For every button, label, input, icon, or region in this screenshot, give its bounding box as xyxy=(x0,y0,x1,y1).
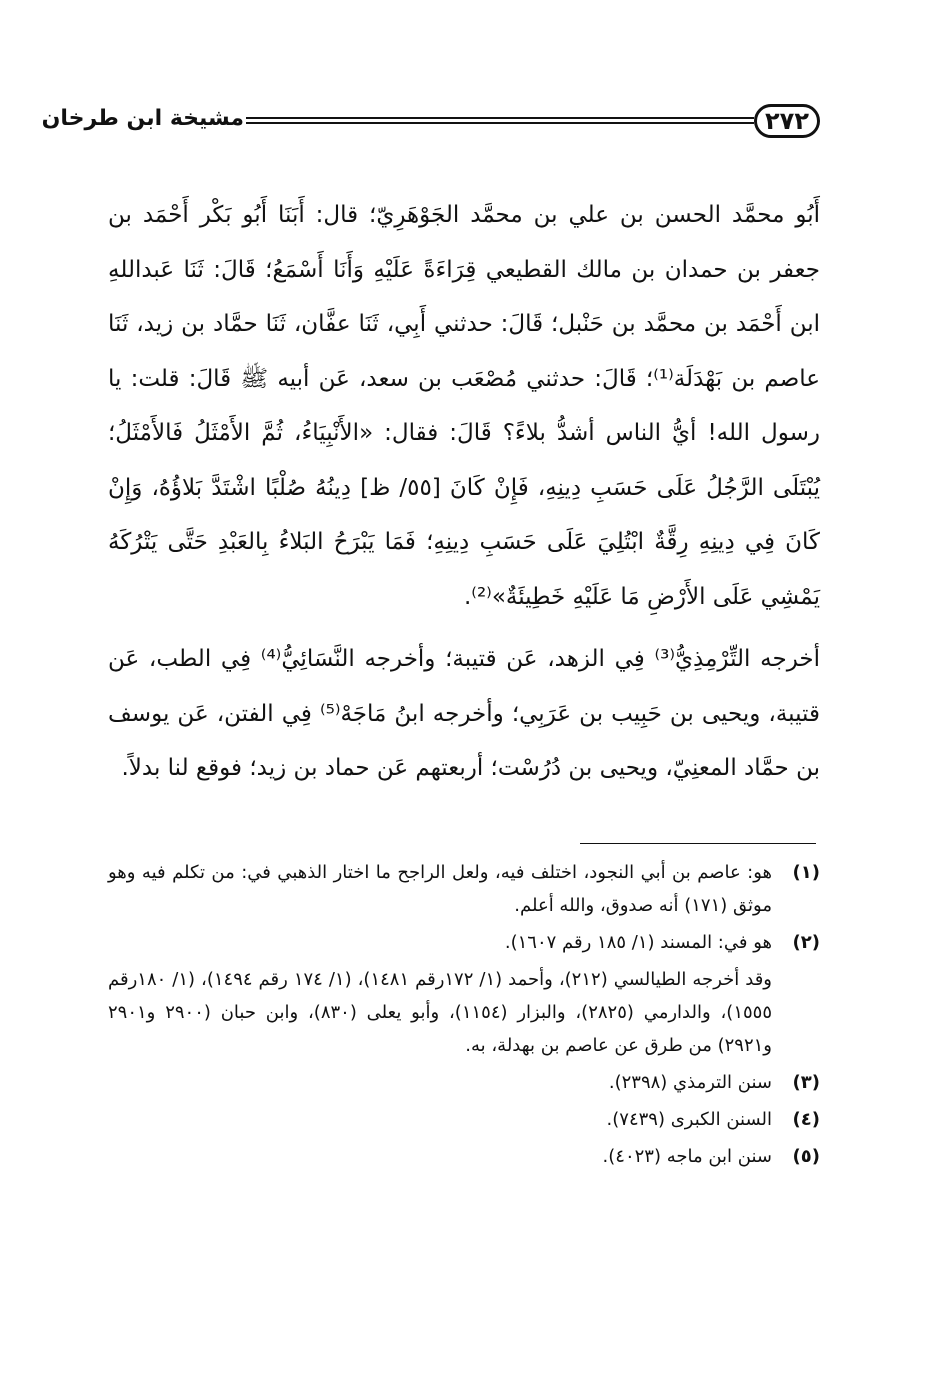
footnote-5 xyxy=(108,1140,820,1173)
takhrij-paragraph: أخرجه التِّرْمِذِيُّ⁽³⁾ فِي الزهد، عَن قتيبة؛ وأخرجه النَّسَائِيُّ⁽⁴⁾ فِي الطب، عَن قتيبة، ويحيى بن حَبِيب بن عَرَبِي؛ وأخرجه ابنُ مَاجَهْ⁽⁵⁾ فِي الفتن، عَن يوسف بن حمَّاد المعنِيّ، ويحيى بن دُرُسْت؛ أربعتهم عَن حماد بن زيد؛ فوقع لنا بدلاً. xyxy=(108,646,820,781)
footnote-1 xyxy=(108,856,820,922)
footnote-text: هو: عاصم بن أبي النجود، اختلف فيه، ولعل الراجح ما اختار الذهبي في: من تكلم فيه وهو موثق (١٧١) أنه صدوق، والله أعلم. xyxy=(108,862,772,916)
footnote-separator xyxy=(580,843,816,844)
footnote-mark: (٤) xyxy=(792,1109,820,1130)
footnote-text: سنن ابن ماجه (٤٠٢٣). xyxy=(602,1146,772,1167)
footnote-mark: (٥) xyxy=(792,1146,820,1167)
footnote-4 xyxy=(108,1103,820,1136)
header-rule xyxy=(246,117,754,124)
hadith-paragraph: أَبُو محمَّد الحسن بن علي بن محمَّد الجَوْهَرِيّ؛ قال: أَبَنَا أَبُو بَكْر أَحْمَد بن جعفر بن حمدان بن مالك القطيعي قِرَاءَةً عَلَيْهِ وَأَنَا أَسْمَعُ؛ قَالَ: ثَنَا عَبداللهِ ابن أَحْمَد بن محمَّد بن حَنْبل؛ قَالَ: حدثني أَبِي، ثَنَا عفَّان، ثَنَا حمَّاد بن زيد، ثَنَا عاصم بن بَهْدَلَة⁽¹⁾؛ قَالَ: حدثني مُصْعَب بن سعد، عَن أبيه ﷺ قَالَ: قلت: يا رسول الله! أيُّ الناس أشدُّ بلاءً؟ قَالَ: فقال: «الأَنْبِيَاءُ، ثُمَّ الأَمْثَلُ فَالأَمْثَلُ؛ يُبْتَلَى الرَّجُلُ عَلَى حَسَبِ دِينِهِ، فَإِنْ كَانَ [٥٥/ ظ] دِينُهُ صُلْبًا اشْتَدَّ بَلاؤُهُ، وَإِنْ كَانَ فِي دِينِهِ رِقَّةٌ ابْتُلِيَ عَلَى حَسَبِ دِينِهِ؛ فَمَا يَبْرَحُ البَلاءُ بِالعَبْدِ حَتَّى يَتْرُكَهُ يَمْشِي عَلَى الأَرْضِ مَا عَلَيْهِ خَطِيئَةٌ»⁽²⁾. xyxy=(108,202,820,610)
book-title: مشيخة ابن طرخان xyxy=(41,106,244,131)
footnote-text: سنن الترمذي (٢٣٩٨). xyxy=(608,1072,772,1093)
footnote-text: هو في: المسند (١/ ١٨٥ رقم ١٦٠٧). xyxy=(504,932,772,953)
footnote-2-continuation: وقد أخرجه الطيالسي (٢١٢)، وأحمد (١/ ١٧٢رقم ١٤٨١)، (١/ ١٧٤ رقم ١٤٩٤)، (١/ ١٨٠رقم ١٥٥٥)، والدارمي (٢٨٢٥)، والبزار (١١٥٤)، وأبو يعلى (٨٣٠)، وابن حبان (٢٩٠٠ و٢٩٠١ و٢٩٢١) من طرق عن عاصم بن بهدلة، به. xyxy=(108,969,772,1056)
footnote-3 xyxy=(108,1066,820,1099)
footnote-mark: (١) xyxy=(792,862,820,883)
footnotes xyxy=(108,856,820,1177)
footnote-mark: (٣) xyxy=(792,1072,820,1093)
running-header xyxy=(41,100,820,150)
footnote-mark: (٢) xyxy=(792,932,820,953)
footnote-2 xyxy=(108,926,820,959)
page-number: ٢٧٢ xyxy=(754,104,820,138)
main-text xyxy=(108,188,820,796)
footnote-text: السنن الكبرى (٧٤٣٩). xyxy=(606,1109,772,1130)
